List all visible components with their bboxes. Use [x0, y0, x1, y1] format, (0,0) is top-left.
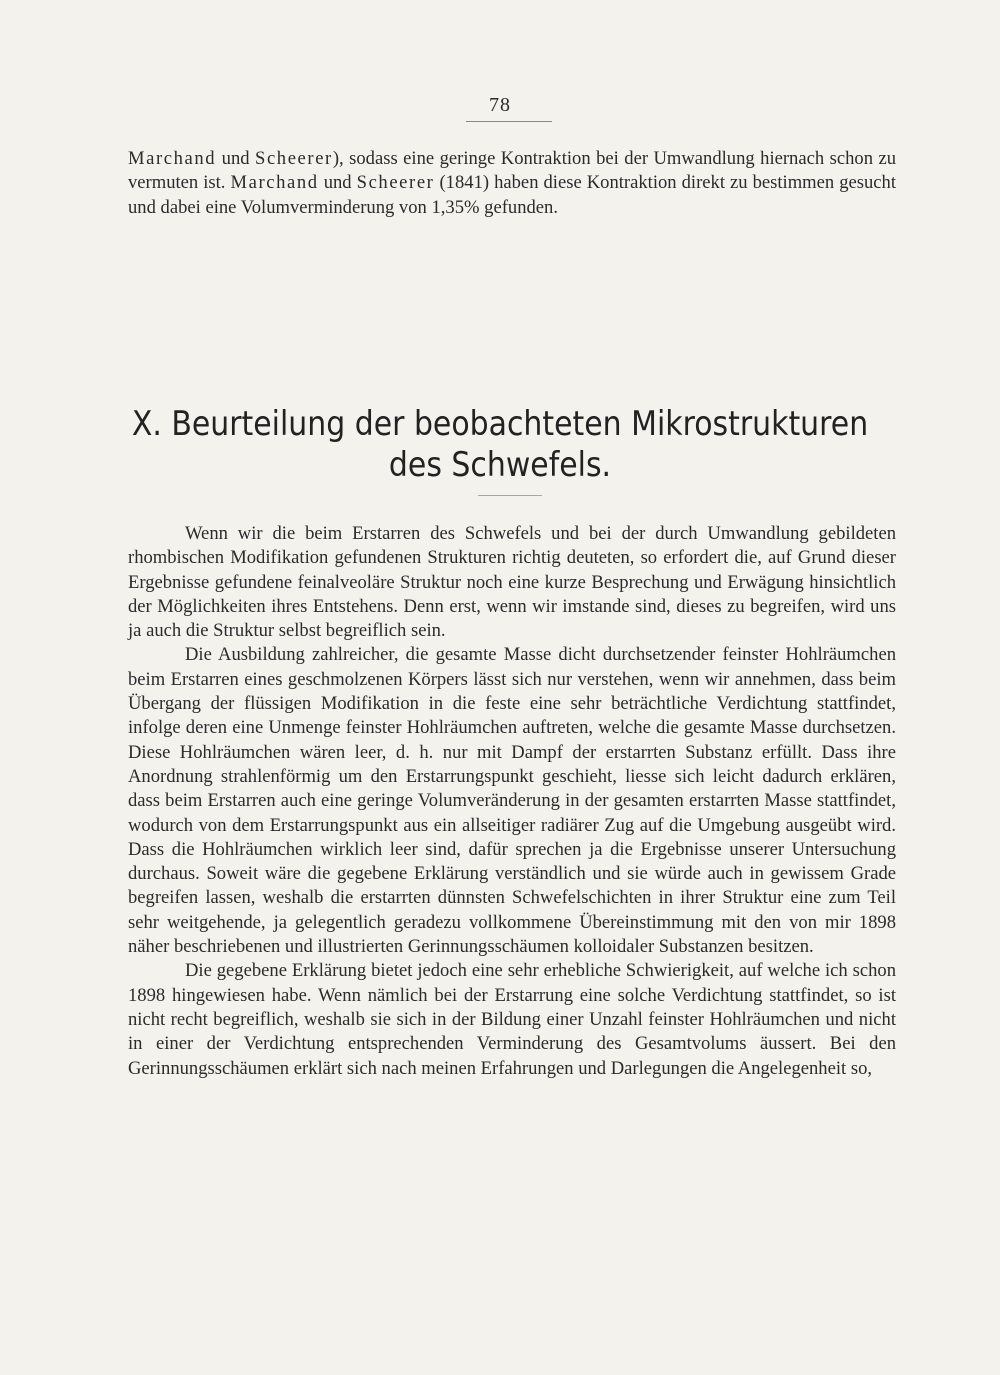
section-body	[128, 522, 896, 1081]
body-paragraph: Die Ausbildung zahlreicher, die gesamte Masse dicht durchsetzender feinster Hohlräumchen beim Erstarren eines geschmolzenen Körpers lässt sich nur verstehen, wenn wir annehmen, dass beim Übergang der flüssigen Modifikation in die feste eine sehr beträchtliche Verdichtung stattfindet, infolge deren eine Unmenge feinster Hohlräumchen auftreten, welche die gesamte Masse durchsetzen. Diese Hohlräumchen wären leer, d. h. nur mit Dampf der erstarrten Substanz erfüllt. Dass ihre Anordnung strahlenförmig um den Erstarrungspunkt geschieht, liesse sich leicht dadurch erklären, dass beim Erstarren auch eine geringe Volumveränderung in der gesamten erstarrten Masse stattfindet, wodurch von dem Erstarrungspunkt aus ein allseitiger radiärer Zug auf die Umgebung ausgeübt wird. Dass die Hohlräumchen wirklich leer sind, dafür sprechen ja die Ergebnisse unserer Untersuchung durchaus. Soweit wäre die gegebene Erklärung verständlich und sie würde auch in gewissem Grade begreifen lassen, weshalb die erstarrten dünnsten Schwefelschichten in ihrer Struktur eine zum Teil sehr weitgehende, ja gelegentlich geradezu vollkommene Übereinstimmung mit den von mir 1898 näher beschriebenen und illustrierten Gerinnungsschäumen kolloidaler Substanzen besitzen.	[128, 644, 896, 958]
author-name: Scheerer	[255, 148, 333, 169]
section-heading-line-1: X. Beurteilung der beobachteten Mikrostrukturen	[131, 404, 869, 444]
author-name: Marchand	[230, 172, 319, 194]
intro-text-fragment: (1841) haben diese Kontraktion direkt zu bestimmen gesucht und dabei eine Volumverminderung von 1,35% gefunden.	[128, 172, 897, 218]
intro-paragraph	[128, 147, 896, 220]
intro-text-fragment: und	[216, 148, 255, 169]
section-heading-line-2: des Schwefels.	[388, 445, 612, 485]
intro-text	[128, 147, 896, 220]
page-number-rule	[466, 121, 552, 122]
intro-text-fragment: ), sodass eine geringe Kontraktion bei der Umwandlung hiernach schon zu vermuten ist.	[128, 148, 897, 194]
author-name: Marchand	[128, 148, 217, 169]
author-name: Scheerer	[356, 172, 435, 194]
body-paragraph: Die gegebene Erklärung bietet jedoch eine sehr erhebliche Schwierigkeit, auf welche ich schon 1898 hingewiesen habe. Wenn nämlich bei der Erstarrung eine solche Verdichtung stattfindet, so ist nicht recht begreiflich, weshalb sie sich in der Bildung einer Unzahl feinster Hohlräumchen und nicht in einer der Verdichtung entsprechenden Verminderung des Gesamtvolums äussert. Bei den Gerinnungsschäumen erklärt sich nach meinen Erfahrungen und Darlegungen die Angelegenheit so,	[128, 960, 896, 1079]
section-heading	[60, 404, 940, 486]
section-rule	[478, 495, 542, 496]
intro-text-fragment: und	[318, 172, 357, 194]
page-number: 78	[489, 94, 511, 116]
body-paragraph: Wenn wir die beim Erstarren des Schwefels und bei der durch Umwandlung gebildeten rhombischen Modifikation gefundenen Strukturen richtig deuteten, so erfordert die, auf Grund dieser Ergebnisse gefundene feinalveoläre Struktur noch eine kurze Besprechung und Erwägung hinsichtlich der Möglichkeiten ihres Entstehens. Denn erst, wenn wir imstande sind, dieses zu begreifen, wird uns ja auch die Struktur selbst begreiflich sein.	[128, 523, 896, 642]
